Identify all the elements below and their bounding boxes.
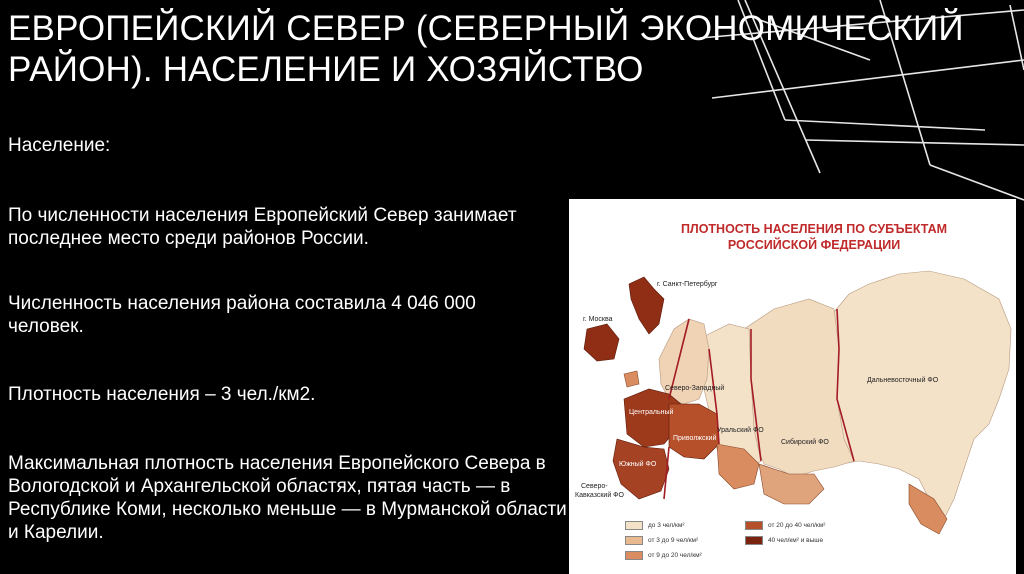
legend-item bbox=[625, 521, 685, 530]
legend-swatch-2 bbox=[625, 536, 643, 545]
legend-label-2: от 3 до 9 чел/км² bbox=[648, 537, 699, 544]
label-volga: Приволжский bbox=[673, 435, 717, 442]
map-legend bbox=[625, 521, 885, 567]
region-fareast bbox=[824, 271, 1011, 519]
russia-map bbox=[569, 199, 1016, 574]
label-northwest: Северо-Западный bbox=[665, 385, 725, 392]
region-volga bbox=[669, 404, 719, 459]
map-title-line1: ПЛОТНОСТЬ НАСЕЛЕНИЯ ПО СУБЪЕКТАМ bbox=[680, 222, 948, 236]
legend-swatch-5 bbox=[745, 536, 763, 545]
legend-label-4: от 20 до 40 чел/км² bbox=[768, 522, 826, 529]
slide-title: ЕВРОПЕЙСКИЙ СЕВЕР (СЕВЕРНЫЙ ЭКОНОМИЧЕСКИЙ РАЙОН). НАСЕЛЕНИЕ И ХОЗЯЙСТВО bbox=[8, 9, 964, 89]
legend-swatch-4 bbox=[745, 521, 763, 530]
legend-label-3: от 9 до 20 чел/км² bbox=[648, 552, 702, 559]
legend-swatch-3 bbox=[625, 551, 643, 560]
paragraph-density: Плотность населения – 3 чел./км2. bbox=[8, 384, 316, 405]
population-density-map bbox=[569, 199, 1016, 574]
map-title-line2: РОССИЙСКОЙ ФЕДЕРАЦИИ bbox=[727, 238, 901, 252]
legend-label-5: 40 чел/км² и выше bbox=[768, 537, 824, 544]
label-moscow: г. Москва bbox=[583, 316, 613, 323]
paragraph-population: Численность населения района составила 4 046 000 человек. bbox=[8, 293, 476, 337]
inset-kaliningrad bbox=[624, 371, 639, 387]
label-central: Центральный bbox=[629, 409, 674, 416]
label-north-caucasus-1: Северо- bbox=[581, 483, 608, 490]
inset-moscow bbox=[584, 324, 619, 361]
label-south: Южный ФО bbox=[619, 461, 657, 468]
legend-item bbox=[625, 536, 698, 545]
paragraph-rank: По численности населения Европейский Север занимает последнее место среди районов России. bbox=[8, 205, 517, 249]
population-label: Население: bbox=[8, 135, 111, 156]
label-siberia: Сибирский ФО bbox=[781, 439, 829, 446]
region-south bbox=[613, 439, 669, 499]
legend-item bbox=[625, 551, 702, 560]
legend-swatch-1 bbox=[625, 521, 643, 530]
label-fareast: Дальневосточный ФО bbox=[867, 377, 939, 384]
legend-label-1: до 3 чел/км² bbox=[648, 522, 685, 529]
legend-item bbox=[745, 536, 823, 545]
legend-item bbox=[745, 521, 825, 530]
label-north-caucasus-2: Кавказский ФО bbox=[575, 492, 624, 499]
paragraph-max-density: Максимальная плотность населения Европейского Севера в Вологодской и Архангельской областях, пятая часть — в Республике Коми, несколько меньше — в Мурманской области и Карелии. bbox=[8, 453, 567, 543]
label-spb: г. Санкт-Петербург bbox=[657, 281, 718, 288]
label-ural: Уральский ФО bbox=[717, 427, 764, 434]
